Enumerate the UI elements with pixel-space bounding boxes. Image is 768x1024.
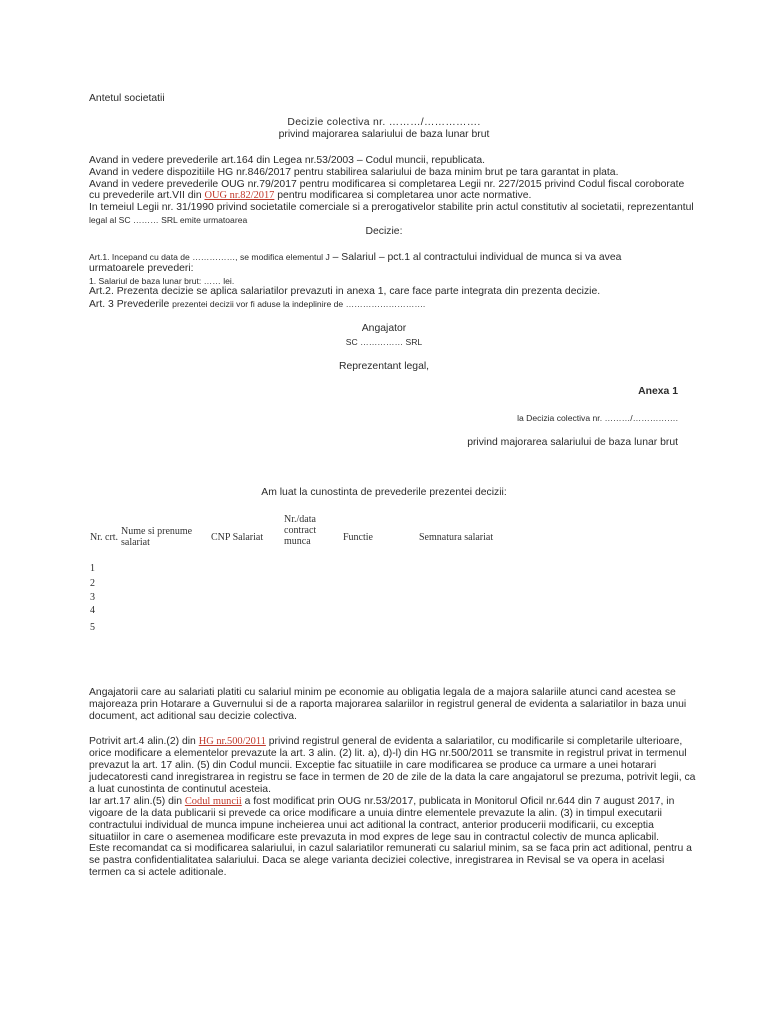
col-name: Nume si prenume salariat [121,526,193,548]
oug-82-2017-link[interactable]: OUG nr.82/2017 [204,190,275,201]
col-contract: Nr./data contract munca [284,514,317,547]
preamble-line: Avand in vedere prevederile OUG nr.79/2017 pentru modificarea si completarea Legii nr. 227/2015 privind Codul fiscal coroborate [89,179,685,190]
decision-heading: Decizie: [365,226,403,237]
col-signature: Semnatura salariat [419,532,494,543]
legal-representative: Reprezentant legal, [338,361,430,372]
annex-subtitle: privind majorarea salariului de baza lunar brut [467,437,678,448]
preamble-line: In temeiul Legii nr. 31/1990 privind societatile comerciale si a prerogativelor stabilite prin actul constitutiv al societatii, reprezentantul [89,202,694,213]
note-paragraph-line: document, act aditional sau decizie colectiva. [89,711,297,722]
article-3: Art. 3 Prevederile prezentei decizii vor fi aduse la indeplinire de ………………………. [89,299,426,310]
article-1-cont: urmatoarele prevederi: [89,263,194,274]
acknowledgement: Am luat la cunostinta de prevederile prezentei decizii: [261,487,507,498]
article-2: Art.2. Prezenta decizie se aplica salariatilor prevazuti in anexa 1, care face parte integrata din prezenta decizie. [89,286,601,297]
note-paragraph-line: Angajatorii care au salariati platiti cu salariul minim pe economie au obligatia legala de a majora salariile atunci cand acestea se [89,687,676,698]
preamble-line: legal al SC ……… SRL emite urmatoarea [89,215,248,225]
annex-title: Anexa 1 [638,386,678,397]
col-nr-crt: Nr. crt. [90,532,119,543]
col-function: Functie [343,532,373,543]
annex-reference: la Decizia colectiva nr. ………/……………. [517,413,678,423]
note-paragraph-line: Iar art.17 alin.(5) din Codul muncii a fost modificat prin OUG nr.53/2017, publicata in Monitorul Oficil nr.644 din 7 august 2017, in [89,796,675,807]
employer-company: SC …………… SRL [345,337,423,347]
codul-muncii-link[interactable]: Codul muncii [184,796,242,807]
company-heading: Antetul societatii [89,93,165,104]
preamble-line: cu prevederile art.VII din OUG nr.82/2017 pentru modificarea si completarea unor acte normative. [89,190,532,201]
hg-500-2011-link[interactable]: HG nr.500/2011 [198,736,266,747]
employer-label: Angajator [361,323,407,334]
table-row-number: 3 [90,592,95,603]
note-paragraph-line: se pastra confidentialitatea salariului. Daca se alege varianta deciziei colective, inregistrarea in Revisal se va opera in acelasi [89,855,665,866]
table-row-number: 4 [90,605,95,616]
note-paragraph-line: prevazut la art. 17 alin. (5) din Codul muncii. Exceptie fac situatiile in care modificarea se produce ca urmare a unei hotarari [89,760,657,771]
table-row-number: 1 [90,563,95,574]
col-cnp: CNP Salariat [211,532,264,543]
note-paragraph-line: contractului individual de munca impune incheierea unui act aditional la contract, anterior producerii modificarii, cu exceptia [89,820,654,831]
note-paragraph-line: Este recomandat ca si modificarea salariului, in cazul salariatilor remunerati cu salariul minim, sa se faca prin act aditional, pentru a [89,843,692,854]
note-paragraph-line: majoreaza prin Hotarare a Guvernului si de a raporta majorarea salariilor in registrul general de evidenta a salariatilor in baza unui [89,699,687,710]
note-paragraph-line: orice modificare a elementelor prevazute la art. 3 alin. (2) lit. a), d)-l) din HG nr.500/2011 se transmite in registrul privat in termenul [89,748,687,759]
note-paragraph-line: vigoare de la data publicarii si prevede ca orice modificare a unuia dintre elementele prevazute la alin. (3) in timpul executarii [89,808,662,819]
table-row-number: 2 [90,578,95,589]
decision-subtitle: privind majorarea salariului de baza lunar brut [278,129,490,140]
table-row-number: 5 [90,622,95,633]
preamble-line: Avand in vedere dispozitiile HG nr.846/2017 pentru stabilirea salariului de baza minim brut pe tara garantat in plata. [89,167,619,178]
article-1: Art.1. Incepand cu data de ……………, se modifica elementul J – Salariul – pct.1 al contractului individual de munca si va avea [89,252,622,263]
note-paragraph-line: judecatoresti cand inregistrarea in registru se face in termen de 20 de zile de la data la care angajatorul se prezuma, potrivit legii, ca [89,772,696,783]
note-paragraph-line: Potrivit art.4 alin.(2) din HG nr.500/2011 privind registrul general de evidenta a salariatilor, cu modificarile si completarile ulterioare, [89,736,683,747]
note-paragraph-line: a luat cunostinta de continutul acesteia. [89,784,271,795]
decision-title: Decizie colectiva nr. ………/……………. [287,117,481,128]
note-paragraph-line: situatiilor in care o asemenea modificare este prevazuta in mod expres de lege sau in contractul colectiv de munca aplicabil. [89,832,660,843]
note-paragraph-line: termen ca si actele aditionale. [89,867,227,878]
preamble-line: Avand in vedere prevederile art.164 din Legea nr.53/2003 – Codul muncii, republicata. [89,155,486,166]
article-1-salary: 1. Salariul de baza lunar brut: …… lei. [89,276,235,286]
